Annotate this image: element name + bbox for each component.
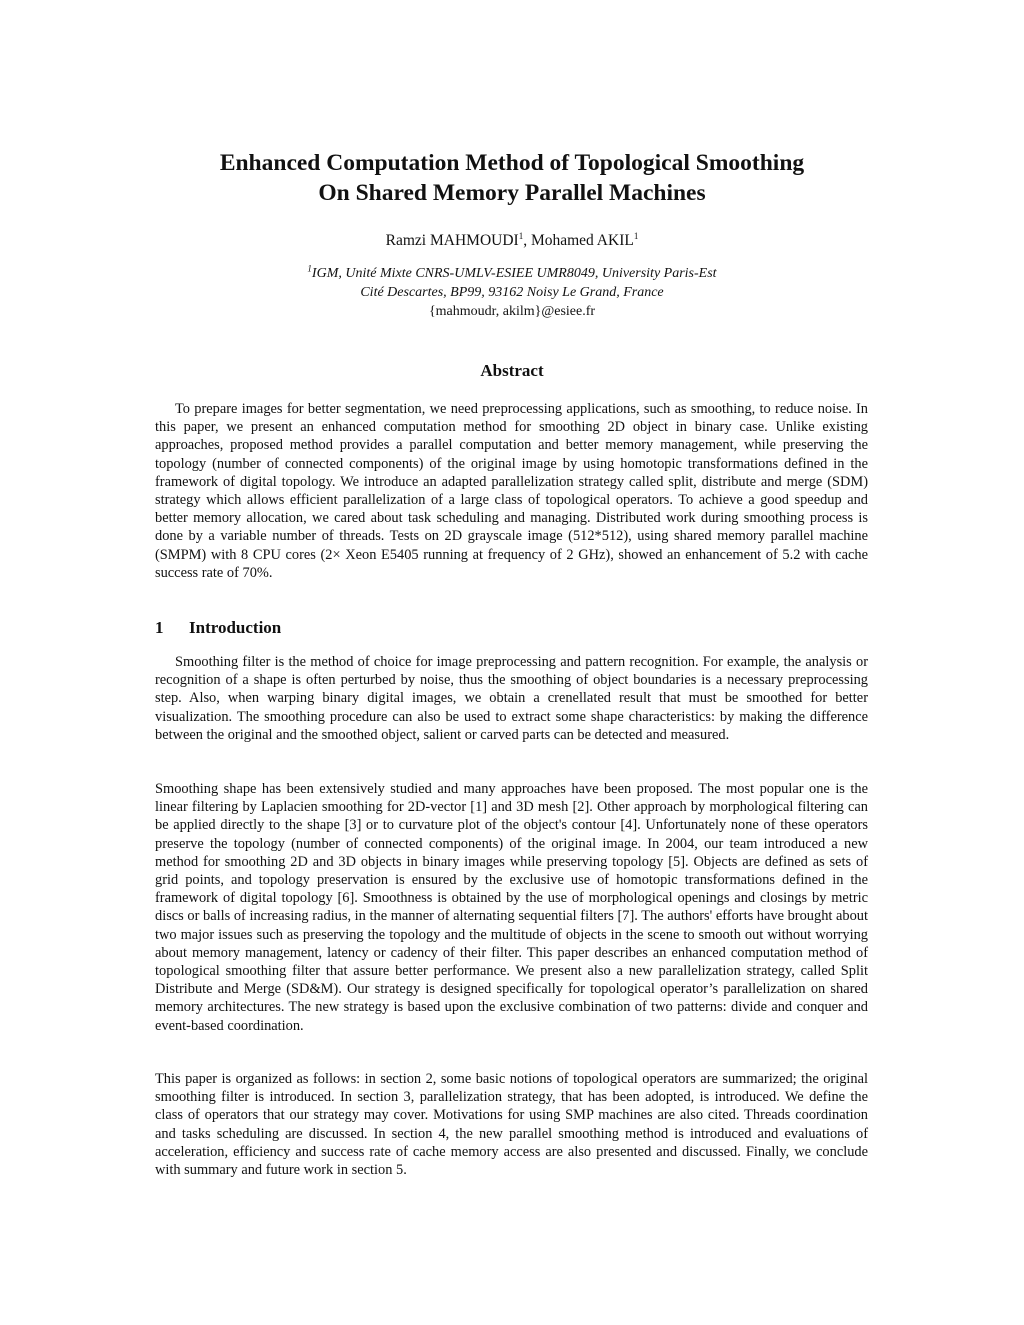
affiliation-mark: 1 [307,263,312,274]
paper-title [140,148,884,208]
section-number: 1 [155,618,164,637]
author-affiliation-mark: 1 [633,230,639,241]
intro-paragraph-2: Smoothing shape has been extensively studied and many approaches have been proposed. The most popular one is the linear filtering by Laplacien smoothing for 2D-vector [1] and 3D mesh [2]. Other approach by morphological filtering can be applied directly to the shape [3] or to curvature plot of the object's contour [4]. Unfortunately none of these operators preserve the topology (number of connected components) of the original image. In 2004, our team introduced a new method for smoothing 2D and 3D objects in binary images while preserving topology [5]. Objects are defined as sets of grid points, and topology preservation is ensured by the exclusive use of homotopic transformations defined in the framework of digital topology [6]. Smoothness is obtained by the use of morphological openings and closings by metric discs or balls of increasing radius, in the manner of alternating sequential filters [7]. The authors' efforts have brought about two major issues such as preserving the topology and the multitude of objects in the scene to smooth out without worrying about memory management, latency or cadency of their filter. This paper describes an enhanced computation method of topological smoothing filter that assure better performance. We present also a new parallelization strategy, called Split Distribute and Merge (SD&M). Our strategy is designed specifically for topological operator’s parallelization on shared memory architectures. The new strategy is based upon the exclusive combination of two patterns: divide and conquer and event-based coordination. [155,781,868,1034]
author-name: Mohamed AKIL [530,232,634,249]
intro-paragraph-3: This paper is organized as follows: in section 2, some basic notions of topological operators are summarized; the original smoothing filter is introduced. In section 3, parallelization strategy, that has been adopted, is introduced. We define the class of operators that our strategy may cover. Motivations for using SMP machines are also cited. Threads coordination and tasks scheduling are discussed. In section 4, the new parallel smoothing method is introduced and evaluations of acceleration, efficiency and success rate of cache memory access are also presented and discussed. Finally, we conclude with summary and future work in section 5. [155,1071,868,1179]
abstract-text: To prepare images for better segmentation, we need preprocessing applications, such as smoothing, to reduce noise. In this paper, we present an enhanced computation method for smoothing 2D object in binary case. Unlike existing approaches, proposed method provides a parallel computation and better memory management, while preserving the topology (number of connected components) of the original image by using homotopic transformations defined in the framework of digital topology. We introduce an adapted parallelization strategy called split, distribute and merge (SDM) strategy which allows efficient parallelization of a large class of topological operators. To achieve a good speedup and better memory allocation, we cared about task scheduling and managing. Distributed work during smoothing process is done by a variable number of threads. Tests on 2D grayscale image (512*512), using shared memory parallel machine (SMPM) with 8 CPU cores (2× Xeon E5405 running at frequency of 2 GHz), showed an enhancement of 5.2 with cache success rate of 70%. [155,401,868,581]
intro-paragraph-1: Smoothing filter is the method of choice for image preprocessing and pattern recognition. For example, the analysis or recognition of a shape is often perturbed by noise, thus the smoothing of object boundaries is a necessary preprocessing step. Also, when warping binary digital images, we obtain a crenellated result that must be smoothed for better visualization. The smoothing procedure can also be used to extract some shape characteristics: by making the difference between the original and the smoothed object, salient or carved parts can be detected and measured. [155,654,868,743]
abstract-heading: Abstract [480,361,544,380]
section-title: Introduction [189,618,282,637]
title-line-2: On Shared Memory Parallel Machines [318,180,706,206]
affiliation-line-2: Cité Descartes, BP99, 93162 Noisy Le Grand, France [360,285,664,300]
affiliation-line-1 [140,264,884,283]
author-email: {mahmoudr, akilm}@esiee.fr [428,304,596,319]
affiliation-institution: IGM, Unité Mixte CNRS-UMLV-ESIEE UMR8049, University Paris-Est [311,266,717,281]
author-affiliation-mark: 1 [518,230,524,241]
author-name: Ramzi MAHMOUDI [385,232,519,249]
affiliation-block [140,264,884,321]
section-heading [155,618,281,638]
title-line-1: Enhanced Computation Method of Topological Smoothing [219,150,805,176]
author-separator: , [523,232,531,249]
author-list [140,230,884,252]
